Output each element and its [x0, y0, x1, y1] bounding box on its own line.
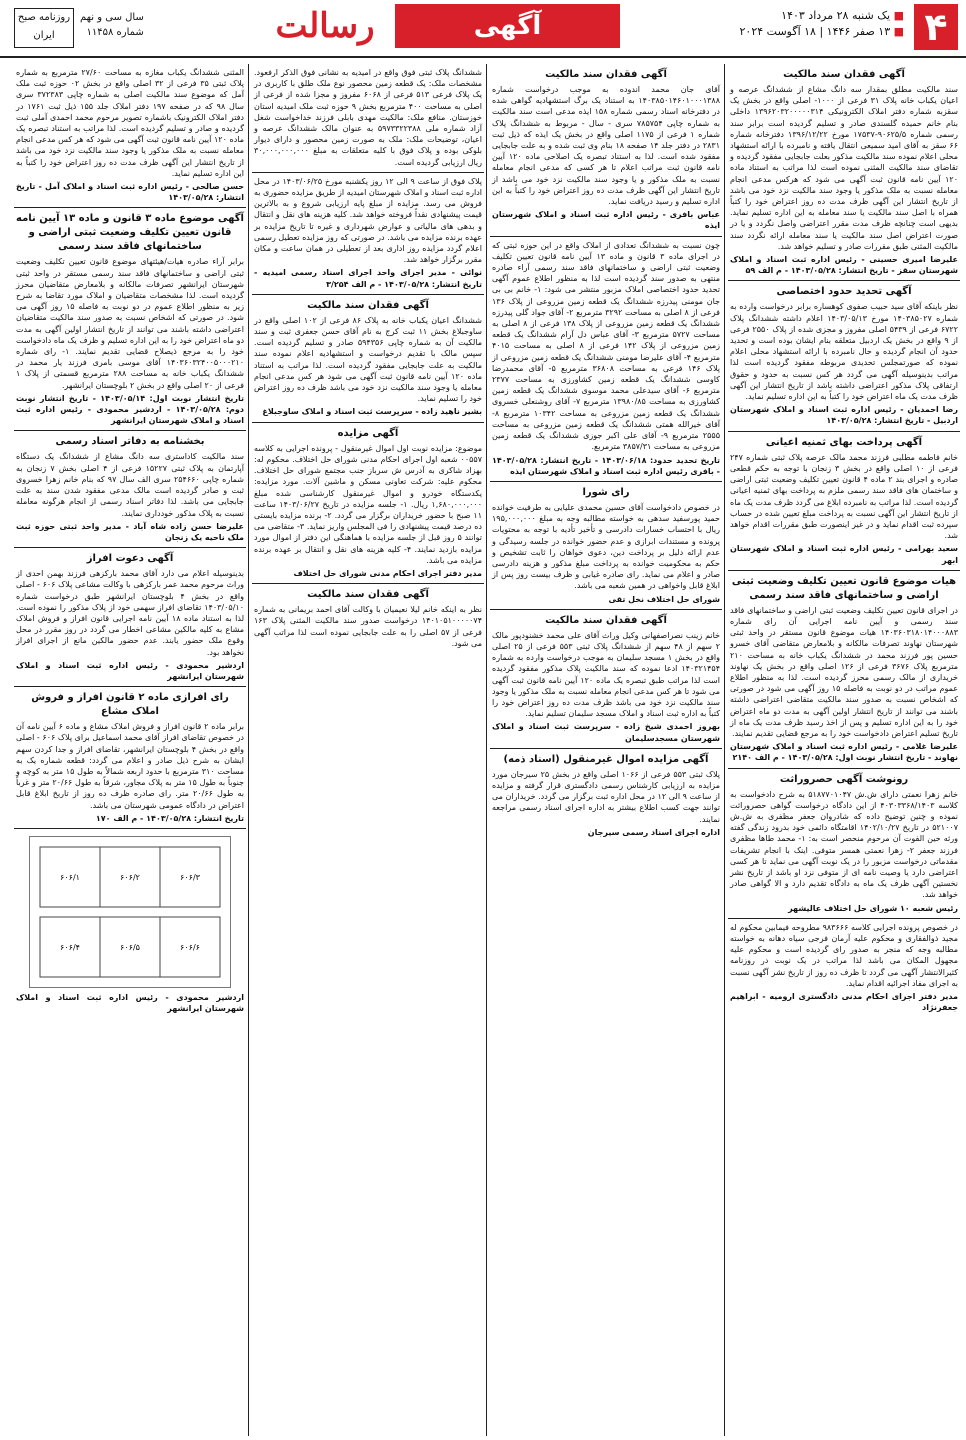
ad-block [252, 423, 484, 584]
column-divider [248, 64, 249, 1436]
ad-block [490, 64, 722, 237]
ad-block [490, 237, 722, 482]
ad-body: برابر آراء صادره هیات/هیئتهای موضوع قانون تعیین تکلیف وضعیت ثبتی اراضی و ساختمانهای فاقد سند رسمی مستقر در واحد ثبتی شهرستان ایرانشهر تصرفات مالکانه و بلامعارض متقاضیان محرز گردیده است. لذا مشخصات متقاضیان و املاک مورد تقاضا به شرح زیر به منظور اطلاع عموم در دو نوبت به فاصله ۱۵ روز آگهی می شود. در صورتی که اشخاص نسبت به صدور سند مالکیت متقاضیان اعتراضی داشته باشند می توانند از تاریخ انتشار اولین آگهی به مدت دو ماه اعتراض خود را به این اداره تسلیم و ظرف یک ماه دادخواست خود را به مرجع ذیصلاح قضایی تقدیم نمایند. ۱- رای شماره ۱۴۰۳۶۰۳۲۴۰۰۵۰۰۰۲۱۰ آقای موسی بامری فرزند یار محمد در ششدانگ یکباب خانه به مساحت ۲۸۸ مترمربع قسمتی از پلاک ۱ فرعی از ۲۰ اصلی واقع در بخش ۲ بلوچستان ایرانشهر. [16, 257, 244, 390]
ad-body: خانم فاطمه مطلبی فرزند محمد مالک عرصه پلاک ثبتی شماره ۲۴۷ فرعی از ۱۰ اصلی واقع در بخش ۳ زنجان با توجه به حکم قطعی صادره و اجرای بند ۲ ماده ۴ قانون تعیین تکلیف وضعیت ثبتی اراضی و ساختمان های فاقد سند رسمی ملزم به پرداخت بهای ثمنیه اعیانی گردیده است. لذا مراتب به نامبرده ابلاغ می گردد ظرف مدت یک ماه از تاریخ انتشار این آگهی نسبت به پرداخت مبلغ تعیین شده در حساب سپرده ثبت اقدام نماید و در غیر اینصورت طبق مقررات اقدام خواهد شد. [730, 452, 959, 541]
ad-signature: سعید بهرامی - رئیس اداره ثبت اسناد و املاک شهرستان ابهر [730, 544, 958, 565]
ad-block [14, 687, 246, 829]
masthead-logo: رسالت [275, 6, 375, 46]
ad-title: آگهی فقدان سند مالکیت [783, 69, 905, 80]
ad-title: آگهی فقدان سند مالکیت [545, 69, 667, 80]
column-divider [724, 64, 725, 1436]
column-1 [728, 64, 960, 1436]
ad-block [252, 173, 484, 295]
ad-body: برابر ماده ۲ قانون افراز و فروش املاک مشاع و ماده ۶ آیین نامه آن در خصوص تقاضای افراز آقای محمد اسماعیل برای پلاک ۶۰۶ - اصلی واقع در بخش ۴ بلوچستان ایرانشهر، تقاضای افراز و جدا کردن سهم ایشان به شرح ذیل صادر و اعلام می گردد: قطعه شماره یک به مساحت ۳۱۰ مترمربع با حدود اربعه شمالاً به طول ۱۵ متر به کوچه و جنوباً به طول ۱۵ متر به پلاک مجاور، شرقاً به طول ۲۰/۶۶ متر و غرباً به طول ۲۰/۶۶ متر. رای صادره ظرف ده روز از تاریخ ابلاغ قابل اعتراض در دادگاه عمومی شهرستان می باشد. [16, 722, 245, 810]
ad-title: هیات موضوع قانون تعیین تکلیف وضعیت ثبتی اراضی و ساختمانهای فاقد سند رسمی [731, 575, 957, 601]
issue-number: شماره ۱۱۴۵۸ [86, 27, 144, 38]
column-divider [486, 64, 487, 1436]
ad-signature: مدیر دفتر اجرای احکام مدنی دادگستری ارومیه - ابراهیم جعفرنژاد [730, 992, 958, 1013]
page-header [0, 0, 966, 58]
ad-signature: اداره اجرای اسناد رسمی سیرجان [587, 827, 720, 837]
ad-block [728, 769, 960, 919]
ad-block [728, 432, 960, 571]
parcel-map-drawing [30, 837, 230, 987]
section-title: آگهی [395, 4, 620, 48]
parcel-label: ۶۰۶/۵ [120, 942, 140, 952]
ad-block [14, 431, 246, 548]
ad-signature: بشیر ناهید زاده - سرپرست ثبت اسناد و املاک ساوجبلاغ [262, 407, 482, 417]
ad-block [728, 64, 960, 281]
ad-body: نظر به اینکه خانم لیلا نعیمیان با وکالت آقای احمد بریمانی به شماره ۱۴۰۱۰۵۱۰۰۰۰۰۷۴ درخواست صدور سند مالکیت المثنی پلاک ۱۶۳ فرعی از ۵۷ اصلی را به علت جابجایی نموده است لذا مراتب آگهی می شود. [254, 605, 482, 648]
ad-body: خانم زهرا نعمتی دارای ش.ش ۵۱۸۷۷۰۱۰۴۷ به شرح دادخواست به کلاسه ۴۰۳۰۳۳۶۸/۱۴۰۳ از این دادگاه درخواست گواهی حصروراثت نموده و چنین توضیح داده که شادروان جعفر مظفری به ش.ش ۵۲۱۰۰۷ در تاریخ ۱۴۰۲/۱۰/۲۷ اقامتگاه دائمی خود بدرود زندگی گفته ورثه حین الفوت آن مرحوم منحصر است به: ۱- محمد طاها مظفری فرزند جعفر ۲- زهرا نعمتی همسر متوفی. اینک با انجام تشریفات مقدماتی درخواست مزبور را در یک نوبت آگهی می نماید تا هر کسی اعتراضی دارد یا وصیت نامه ای از متوفی نزد او باشد از تاریخ نشر نخستین آگهی ظرف یک ماه به دادگاه تقدیم دارد و الا گواهی صادر خواهد شد. [730, 789, 958, 900]
ad-signature: علیرضا غلامی - رئیس اداره ثبت اسناد و املاک شهرستان نهاوند - تاریخ انتشار نوبت اول: ۱۴۰۳/۰۵/۲۸ - م الف ۲۱۴۰ [730, 742, 958, 763]
ad-block [14, 548, 246, 687]
ad-body: سند مالکیت مطلق بمقدار سه دانگ مشاع از ششدانگ عرصه و اعیان یکباب خانه پلاک ۳۱ فرعی از ۱۰۰۰- اصلی واقع در بخش یک سقزبه شماره دفتر املاک الکترونیکی ۱۳۹۶۲۰۳۲۰۰۰۰۰۳۱۴ داخلی بنام خانم حمیده گلسندی صادر و تسلیم گردیده است برابر سند رسمی شماره ۹۰۶۲۵/۵-۱۷۵۳۷ مورخ ۱۳۹۶/۱۲/۲۲ دفترخانه شماره ۶۶ سقز به آقای امید سمیعی انتقال یافته و نامبرده با ارائه استشهاد محلی اعلام نموده سند مالکیت مذکور بعلت جابجایی مفقود گردیده و تقاضای سند مالکیت المثنی نموده است لذا مراتب به استناد ماده ۱۲۰ آیین نامه قانون ثبت آگهی می شود که هرکس مدعی انجام معامله نسبت به ملک مذکور یا وجود سند مالکیت نزد خود می باشد از تاریخ انتشار این آگهی ظرف مدت ده روز اعتراض خود را کتباً همراه با اصل سند مالکیت یا سند معامله به این اداره تسلیم نماید. بدیهی است چنانچه ظرف مدت مقرر اعتراضی واصل نگردد و یا در صورت اعتراض اصل سند مالکیت یا سند معامله ارائه نگردد سند مالکیت المثنی طبق مقررات صادر و تسلیم خواهد شد. [730, 85, 958, 251]
ad-body: ششدانگ پلاک ثبتی فوق واقع در امیدیه به نشانی فوق الذکر ارفعود. مشخصات ملک: یک قطعه زمین محصور نوع ملک طلق با کاربری در یک پلاک فرعی ۵۱۳ فرعی از ۶۰۶۸ مفروز و مجزا شده از فرعی از اصلی به مساحت ۴۰۰ مترمربع بخش ۹ حوزه ثبت ملک امیدیه استان خوزستان. منافع ملک: مالکیت مهدی بابلی فرزند خداخواست شغل آزاد شماره ملی ۵۹۷۳۳۲۲۳۸۸ به عنوان مالک ششدانگ عرصه و اعیان، توضیحات ملک: ملک به صورت زمین محصور و دارای دیوار بلوکی بوده و پلاک فوق با کلیه متعلقات به مبلغ ۳۰,۰۰۰,۰۰۰,۰۰۰ ریال ارزیابی گردیده است. [254, 68, 483, 167]
ad-block [490, 482, 722, 610]
ad-signature: تاریخ تحدید حدود: ۱۴۰۳/۰۶/۱۸ - تاریخ انتشار: ۱۴۰۳/۰۵/۲۸ - بافری رئیس اداره ثبت اسناد و املاک شهرستان ایذه [492, 455, 720, 476]
ad-signature: علیرضا حسن زاده شاه آباد - مدیر واحد ثبتی حوزه ثبت ملک ناحیه یک زنجان [16, 521, 244, 542]
ad-signature: اردشیر محمودی - رئیس اداره ثبت اسناد و املاک شهرستان ایرانشهر [16, 992, 244, 1014]
ad-block [14, 208, 246, 431]
ad-title: بخشنامه به دفاتر اسناد رسمی [55, 436, 205, 448]
ad-body: ششدانگ اعیان یکباب خانه به پلاک ۸۶ فرعی از ۱۰۲ اصلی واقع در ساوجبلاغ بخش ۱۱ ثبت کرج به نام آقای حسن جعفری ثبت و سند مالکیت آن به شماره چاپی ۵۹۴۳۵۶ صادر و تسلیم گردیده است. سپس مالک با تقدیم درخواست و استشهادیه اعلام نموده سند مالکیت به علت جابجایی مفقود گردیده است. لذا مراتب به استناد ماده ۱۲۰ آیین نامه قانون ثبت آگهی می شود هر کس مدعی انجام معامله یا وجود سند مالکیت نزد خود می باشد ظرف ده روز اعتراض خود را تسلیم نماید. [254, 315, 482, 404]
newspaper-logo: روزنامه صبح ایران [14, 8, 74, 48]
ad-body: بدینوسیله اعلام می دارد آقای محمد بارکزهی فرزند بهمن احدی از وراث مرحوم محمد عمر بارکزهی با وکالت مشاعی پلاک ۶۰۶ - اصلی واقع در بخش ۴ بلوچستان ایرانشهر طبق درخواست شماره ۱۴۰۳/۰۵/۱۰ تقاضای افراز سهمی خود از پلاک مذکور را نموده است. لذا به استناد ماده ۱۸ آیین نامه اجرایی قانون افراز و فروش املاک مشاع به کلیه مالکین مشاعی اخطار می گردد در روز مقرر در محل وقوع ملک حضور یابند. عدم حضور مالکین مانع از اجرای افراز نخواهد بود. [16, 569, 245, 657]
column-4 [14, 64, 246, 1436]
date-block: ■ یک شنبه ۲۸ مرداد ۱۴۰۳ ■ ۱۳ صفر ۱۴۴۶ | ۱۸ آگوست ۲۰۲۴ [739, 9, 904, 38]
ad-block [14, 829, 246, 1018]
ad-block [252, 295, 484, 423]
ad-body: آقای جان محمد اندوده به موجب درخواست شماره ۱۴۰۳۸۵۰۱۴۶۰۱۰۰۰۱۳۸۸ به استناد یک برگ استشهادیه گواهی شده در دفترخانه اسناد رسمی شماره ۱۵۸ ایذه مدعی است سند مالکیت به شماره چاپی ۷۸۵۷۵۴ سری - سال - مربوط به ششدانگ پلاک شماره ۱ فرعی از ۱۱۷۵ اصلی واقع در بخش یک ایذه که ذیل ثبت ۲۸۳۱ در دفتر جلد ۱۴ صفحه ۱۸ بنام وی ثبت شده و به علت جابجایی مفقود شده است. لذا به استناد تبصره یک اصلاحی ماده ۱۲۰ آیین نامه قانون ثبت مراتب اعلام تا هر کسی که مدعی انجام معامله نسبت به ملک مذکور و یا وجود سند مالکیت نزد خود می باشد از تاریخ انتشار این آگهی ظرف مدت ده روز اعتراض خود را کتباً به این اداره تسلیم و رسید دریافت نماید. [492, 85, 721, 207]
ad-signature: تاریخ انتشار نوبت اول: ۱۴۰۳/۰۵/۱۴ - تاریخ انتشار نوبت دوم: ۱۴۰۳/۰۵/۲۸ - اردشیر محمودی - رئیس اداره ثبت اسناد و املاک شهرستان ایرانشهر [16, 393, 244, 426]
issue-year: سال سی و نهم [80, 12, 144, 23]
ad-block [728, 571, 960, 769]
ad-signature: رئیس شعبه ۱۰ شورای حل اختلاف عالیشهر [788, 903, 958, 913]
ad-body: المثنی ششدانگ یکباب مغازه به مساحت ۲۷/۶۰ مترمربع به شماره پلاک ثبتی ۳۵ فرعی از ۳۲ اصلی واقع در بخش ۰۲ حوزه ثبت ملک آمل که موضوع سند مالکیت اصلی به شماره چاپی ۳۷۲۳۸۳ سری سال ۹۸ که در صفحه ۱۹۷ دفتر املاک جلد ۱۵۵ ذیل ثبت ۱۷۶۱ در دفتر املاک الکترونیک باشماره تصویر مرحوم محمد احمدی آملی ثبت گردیده و صادر و تسلیم گردیده است. لذا مراتب به استناد تبصره یک ماده ۱۲۰ آیین نامه قانون ثبت آگهی می شود که هر کس مدعی انجام معامله نسبت به ملک مذکور یا وجود سند مالکیت نزد خود می باشد از تاریخ انتشار این آگهی ظرف مدت ده روز اعتراض خود را کتباً به این اداره تسلیم نماید. [16, 68, 245, 178]
ad-title: آگهی پرداخت بهای ثمنیه اعیانی [765, 436, 923, 448]
ad-signature: عباس بافری - رئیس اداره ثبت اسناد و املاک شهرستان ایذه [492, 210, 720, 231]
ad-body: سند مالکیت کاداستری سه دانگ مشاع از ششدانگ یک دستگاه آپارتمان به پلاک ثبتی ۱۵۲۲۷ فرعی از ۴ اصلی بخش ۷ زنجان به شماره چاپی ۲۵۴۶۶۰ سری الف سال ۹۷ که بنام خانم زهرا خسروی ثبت و صادر گردیده است مالک مدعی مفقود شدن سند به علت جابجایی می باشد. لذا دفاتر اسناد رسمی از انجام هرگونه معامله نسبت به پلاک مذکور خودداری نمایند. [16, 452, 244, 518]
ad-signature: حسن صالحی - رئیس اداره ثبت اسناد و املاک آمل - تاریخ انتشار: ۱۴۰۳/۰۵/۲۸ [16, 182, 244, 203]
parcel-label: ۶۰۶/۴ [60, 942, 80, 952]
ad-signature: تاریخ انتشار: ۱۴۰۳/۰۵/۲۸ - م الف ۱۷۰ [95, 813, 244, 823]
ad-body: نظر باینکه آقای سید حبیب صفوی کوهساره برابر درخواست وارده به شماره ۱۴۰۳۸۵۰۲۷ مورخ ۱۴۰۳/۰۵/۱۳ اعلام داشته ششدانگ پلاک ۶۷۲۲ فرعی از ۵۴۳۹ اصلی مفروز و مجزی شده از پلاک ۲۵۵۰ فرعی از ۹ واقع در بخش یک اردبیل متعلقه بنام ایشان بوده است و تحدید حدود آن انجام گردیده و حال نامبرده با ارائه استشهاد محلی اعلام نموده که صورتمجلس تحدیدی مربوطه مفقود گردیده است لذا مراتب بدینوسیله آگهی می گردد هر کس نسبت به حدود و حقوق ارتفاقی پلاک مذکور اعتراضی داشته باشد از تاریخ انتشار این آگهی ظرف مدت یک ماه اعتراض خود را کتباً به این اداره تسلیم نماید. [730, 302, 958, 402]
ad-signature: شورای حل اختلاف نخل تقی [608, 594, 720, 604]
ad-title: رای افرازی ماده ۲ قانون افراز و فروش املاک مشاع [31, 692, 229, 718]
parcel-map [29, 836, 231, 988]
ad-signature: نوائی - مدیر اجرای واحد اجرای اسناد رسمی امیدیه - تاریخ انتشار: ۱۴۰۳/۰۵/۲۸ - م الف ۳/۲۵۴ [254, 268, 482, 289]
ad-body: موضوع: مزایده نوبت اول اموال غیرمنقول - پرونده اجرایی به کلاسه ۰۰۵۵۷ شعبه اول اجرای احکام مدنی شورای حل اختلاف. محکوم له: بهزاد شاکری به آدرس ش سرباز جنب مجتمع شورای حل اختلاف. محکوم علیه: شرکت تعاونی مسکن و ماشین آلات. مورد مزایده: یکدستگاه خودرو و اموال غیرمنقول کارشناسی شده مبلغ ۱,۶۸۰,۰۰۰,۰۰۰ ریال. ۱- جلسه مزایده در تاریخ ۱۴۰۳/۰۶/۲۷ ساعت ۱۱ صبح با حضور خریداران برگزار می گردد. ۲- برنده مزایده بایستی ده درصد قیمت پیشنهادی را فی المجلس واریز نماید. ۳- متقاضی می توانند ۵ روز قبل از جلسه مزایده با هماهنگی این دفتر از اموال مورد مزایده بازدید نمایند. ۴- کلیه هزینه های نقل و انتقال بر عهده برنده مزایده می باشد. [254, 443, 483, 565]
ad-body: در خصوص پرونده اجرایی کلاسه ۹۸۳۶۶۶ مطروحه فیمابین محکوم له مجید ذوالفقاری و محکوم علیه آرمان فرجی سیاه دهانه به خواسته مطالبه وجه که منجر به صدور رای گردیده است و محکوم علیه مجهول المکان می باشد لذا مراتب در یک نوبت در روزنامه کثیرالانتشار آگهی می گردد تا ظرف ده روز از تاریخ نشر آگهی نسبت به اجرای مفاد اجرائیه اقدام نماید. [730, 922, 958, 988]
issue-info [80, 10, 144, 40]
column-2 [490, 64, 722, 1436]
ad-title: آگهی دعوت افراز [86, 553, 174, 565]
ad-title: آگهی مزایده اموال غیرمنقول (اسناد ذمه) [503, 753, 709, 765]
ad-body: پلاک فوق از ساعت ۹ الی ۱۲ روز یکشنبه مورخ ۱۴۰۳/۰۶/۲۵ در محل اداره ثبت اسناد و املاک شهرستان امیدیه از طریق مزایده حضوری به فروش می رسد. مزایده از مبلغ پایه ارزیابی شروع و به بالاترین قیمت پیشنهادی نقداً فروخته خواهد شد. کلیه هزینه های نقل و انتقال و بدهی های مالیاتی و عوارض شهرداری و غیره تا تاریخ مزایده بر عهده برنده مزایده می باشد. در صورتی که روز مزایده تعطیل رسمی اعلام گردد مزایده روز اداری بعد از تعطیلی در همان ساعت و مکان مقرر برگزار خواهد شد. [253, 176, 483, 265]
ad-block [490, 749, 722, 842]
ad-block [14, 64, 246, 208]
ad-title: آگهی فقدان سند مالکیت [545, 614, 667, 626]
ad-signature: اردشیر محمودی - رئیس اداره ثبت اسناد و املاک شهرستان ایرانشهر [16, 660, 244, 681]
column-3 [252, 64, 484, 1436]
parcel-label: ۶۰۶/۲ [120, 872, 140, 882]
ad-title: رونوشت آگهی حصروراثت [779, 773, 909, 785]
ad-body: در اجرای قانون تعیین تکلیف وضعیت ثبتی اراضی و ساختمانهای فاقد سند رسمی و آیین نامه اجرایی آن رای شماره ۱۴۰۳۶۰۳۱۸۰۱۴۰۰۰۸۸۳ هیات موضوع قانون مستقر در واحد ثبتی شهرستان نهاوند تصرفات مالکانه و بلامعارض متقاضی آقای خسرو حسین پور فرزند محمد در ششدانگ یکباب خانه به مساحت ۲۱۰ مترمربع پلاک ۳۶۷۶ فرعی از ۱۲۶ اصلی واقع در بخش یک نهاوند خریداری از مالک رسمی محرز گردیده است. لذا به منظور اطلاع عموم مراتب در دو نوبت به فاصله ۱۵ روز آگهی می شود در صورتی که اشخاص نسبت به صدور سند مالکیت متقاضی اعتراضی داشته باشند می توانند از تاریخ انتشار اولین آگهی به مدت دو ماه اعتراض خود را به این اداره تسلیم و پس از اخذ رسید ظرف مدت یک ماه از تاریخ تسلیم اعتراض دادخواست خود را به مرجع قضایی تقدیم نمایند. [730, 605, 959, 738]
ad-signature: بهروز احمدی شیخ زاده - سرپرست ثبت اسناد و املاک شهرستان مسجدسلیمان [492, 722, 720, 743]
ad-block [728, 919, 960, 1018]
ad-signature: رضا احمدیان - رئیس اداره ثبت اسناد و املاک شهرستان اردبیل - تاریخ انتشار: ۱۴۰۳/۰۵/۲۸ [730, 405, 958, 426]
ad-columns [6, 64, 960, 1436]
parcel-label: ۶۰۶/۱ [60, 872, 80, 882]
ad-title: آگهی موضوع ماده ۳ قانون و ماده ۱۳ آیین نامه قانون تعیین تکلیف وضعیت ثبتی اراضی و ساختمانهای فاقد سند رسمی [16, 213, 244, 253]
ad-title: آگهی فقدان سند مالکیت [307, 299, 429, 311]
ad-body: پلاک ثبتی ۵۵۳ فرعی از ۱۰۶۶ اصلی واقع در بخش ۲۵ سیرجان مورد مزایده به ارزیابی کارشناس رسمی دادگستری قرار گرفته و مزایده از ساعت ۹ الی ۱۲ در محل اداره ثبت برگزار می گردد. خریداران می توانند جهت کسب اطلاع بیشتر به اداره اجرای اسناد رسمی مراجعه نمایند. [492, 769, 721, 824]
parcel-label: ۶۰۶/۶ [180, 942, 200, 952]
date-persian: یک شنبه ۲۸ مرداد ۱۴۰۳ [781, 9, 891, 22]
ad-signature: علیرضا امیری حسینی - رئیس اداره ثبت اسناد و املاک شهرستان سقز - تاریخ انتشار: ۱۴۰۳/۰۵/۲۸ - م الف ۵۹ [730, 255, 958, 276]
ad-body: در خصوص دادخواست آقای حسین محمدی علیایی به طرفیت خوانده حمید پورسفید سدهی به خواسته مطالبه وجه به مبلغ ۱۹۵,۰۰۰,۰۰۰ ریال با احتساب خسارات دادرسی و تأخیر تأدیه با توجه به محتویات پرونده و مستندات ابرازی و عدم حضور خوانده در جلسه رسیدگی و عدم ارائه دلیل بر پرداخت دین، دعوی خواهان را ثابت تشخیص و حکم به محکومیت خوانده به پرداخت مبلغ مذکور و هزینه دادرسی صادر و اعلام می نماید. رای صادره غیابی و ظرف بیست روز پس از ابلاغ قابل واخواهی در همین شعبه می باشد. [492, 502, 720, 591]
ad-block [252, 584, 484, 653]
ad-title: رای شورا [582, 486, 630, 498]
parcel-label: ۶۰۶/۳ [180, 872, 200, 882]
ad-block [252, 64, 484, 173]
ad-body: خانم زینب نصراصفهانی وکیل وراث آقای علی محمد خشنودپور مالک ۲ سهم از ۴۸ سهم از ششدانگ پلاک ثبتی ۵۵۳ فرعی از ۲۵ اصلی واقع در بخش ۱ مسجد سلیمان به موجب درخواست وارده به شماره ۱۴۰۳۲۱۴۵۴ ادعا نموده که سند مالکیت پلاک مذکور مفقود گردیده است لذا مراتب طبق تبصره یک ماده ۱۲۰ آیین نامه قانون ثبت آگهی می شود تا هر کس مدعی انجام معامله نسبت به ملک مذکور یا وجود سند مالکیت نزد خود می باشد ظرف مدت ده روز اعتراض خود را کتباً به اداره ثبت اسناد و املاک مسجد سلیمان تسلیم نماید. [492, 630, 721, 719]
ad-block [728, 281, 960, 431]
ad-title: آگهی مزایده [337, 427, 399, 439]
page-number: ۴ [914, 4, 958, 50]
ad-block [490, 610, 722, 749]
ad-title: آگهی فقدان سند مالکیت [307, 589, 429, 601]
date-other: ۱۳ صفر ۱۴۴۶ | ۱۸ آگوست ۲۰۲۴ [739, 25, 891, 38]
ad-title: آگهی تحدید حدود اختصاصی [776, 286, 912, 298]
ad-body: چون نسبت به ششدانگ تعدادی از املاک واقع در این حوزه ثبتی که در اجرای ماده ۳ قانون و ماده ۱۳ آیین نامه قانون تعیین تکلیف وضعیت ثبتی اراضی و ساختمانهای فاقد سند رسمی آراء صادره منتهی به صدور سند گردیده است لذا به منظور اطلاع عموم آگهی تحدید حدود اختصاصی املاک مزبور منتشر می شود: ۱- خانم بی بی جان مومنی پیدرزه ششدانگ یک قطعه زمین مزروعی از پلاک ۱۳۶ فرعی از ۸ اصلی به مساحت ۳۲۹۲ مترمربع ۲- آقای جواد گلی پیدرزه ششدانگ یک قطعه زمین مزروعی از پلاک ۱۳۸ فرعی از ۸ اصلی به مساحت ۵۷۲۷ مترمربع ۳- آقای عباس دل آرام ششدانگ یک قطعه زمین مزروعی از پلاک ۱۴۲ فرعی از ۸ اصلی به مساحت ۴۰۱۵ مترمربع ۴- آقای علیرضا مومنی ششدانگ یک قطعه زمین مزروعی از پلاک ۱۴۶ فرعی به مساحت ۳۶۸۰۸ مترمربع ۵- آقای محمدرضا کاوسی ششدانگ یک قطعه زمین کشاورزی به مساحت ۲۳۷۷ مترمربع ۶- آقای سیدعلی محمد موسوی ششدانگ یک قطعه زمین کشاورزی به مساحت ۱۳۹۸۰/۸۵ مترمربع ۷- آقای روشنعلی خسروی ششدانگ یک قطعه زمین مزروعی به مساحت ۱۰۳۴۲ مترمربع ۸- آقای خیرالله همتی ششدانگ یک قطعه زمین مزروعی به مساحت ۲۵۵۵ مترمربع ۹- آقای علی اکبر جوزی ششدانگ یک قطعه زمین مزروعی به مساحت ۳۸۵۷/۳۱ مترمربع. [492, 240, 721, 452]
ad-signature: مدیر دفتر اجرای احکام مدنی شورای حل اختلاف [293, 568, 482, 578]
